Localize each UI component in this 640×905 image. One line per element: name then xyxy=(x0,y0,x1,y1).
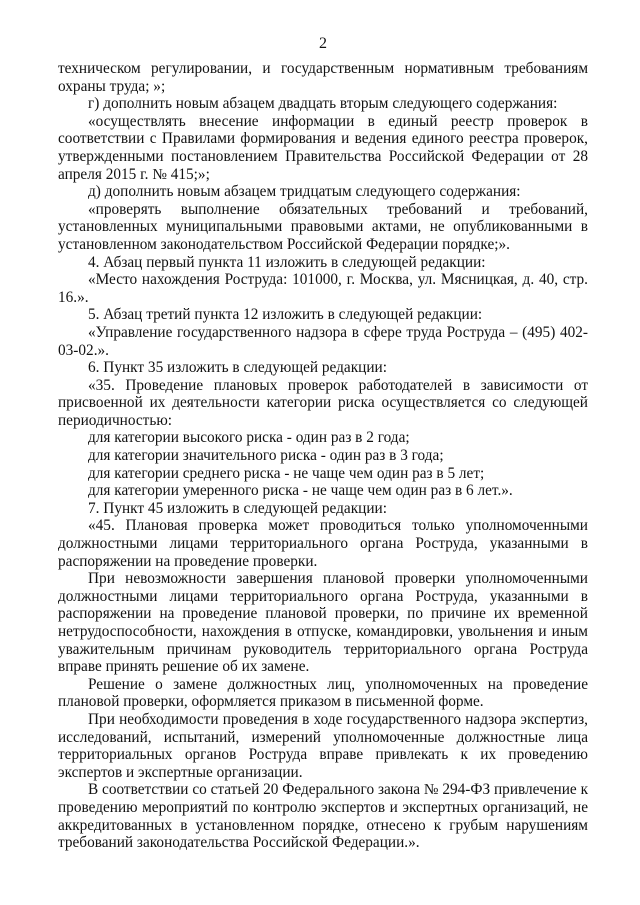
page-number: 2 xyxy=(319,35,327,52)
paragraph: «проверять выполнение обязательных требований и требований, установленных муниципальными правовыми актами, не опубликованными в установленном законодательством Российской Федерации порядке;». xyxy=(58,200,588,253)
document-body xyxy=(58,60,588,852)
paragraph: В соответствии со статьей 20 Федерального закона № 294-ФЗ привлечение к проведению мероприятий по контролю экспертов и экспертных организаций, не аккредитованных в установленном порядке, отнесено к грубым нарушениям требований законодательства Российской Федерации.». xyxy=(58,781,588,852)
paragraph: для категории умеренного риска - не чаще чем один раз в 6 лет.». xyxy=(88,482,513,500)
paragraph: д) дополнить новым абзацем тридцатым следующего содержания: xyxy=(88,183,521,201)
paragraph: «45. Плановая проверка может проводиться только уполномоченными должностными лицами территориального органа Роструда, указанными в распоряжении на проведение проверки. xyxy=(58,517,588,570)
paragraph: «35. Проведение плановых проверок работодателей в зависимости от присвоенной их деятельности категории риска осуществляется со следующей периодичностью: xyxy=(58,376,588,429)
paragraph: Решение о замене должностных лиц, уполномоченных на проведение плановой проверки, оформляется приказом в письменной форме. xyxy=(58,675,588,711)
paragraph: «осуществлять внесение информации в единый реестр проверок в соответствии с Правилами формирования и ведения единого реестра проверок, утвержденными постановлением Правительства Российской Федерации от 28 апреля 2015 г. № 415;»; xyxy=(58,112,588,183)
paragraph: для категории среднего риска - не чаще чем один раз в 5 лет; xyxy=(88,464,485,482)
paragraph: для категории высокого риска - один раз в 2 года; xyxy=(88,429,410,447)
paragraph: «Место нахождения Роструда: 101000, г. Москва, ул. Мясницкая, д. 40, стр. 16.». xyxy=(58,271,588,306)
paragraph: 4. Абзац первый пункта 11 изложить в следующей редакции: xyxy=(88,253,486,271)
paragraph: г) дополнить новым абзацем двадцать вторым следующего содержания: xyxy=(88,95,558,113)
paragraph: 7. Пункт 45 изложить в следующей редакции: xyxy=(88,499,387,517)
paragraph: При необходимости проведения в ходе государственного надзора экспертиз, исследований, испытаний, измерений уполномоченные должностные лица территориальных органов Роструда вправе привлекать к их проведению экспертов и экспертные организации. xyxy=(58,710,588,781)
paragraph: «Управление государственного надзора в сфере труда Роструда – (495) 402-03-02.». xyxy=(58,323,588,359)
paragraph: техническом регулировании, и государственным нормативным требованиям охраны труда; »; xyxy=(58,60,588,95)
paragraph: для категории значительного риска - один раз в 3 года; xyxy=(88,447,444,465)
paragraph: При невозможности завершения плановой проверки уполномоченными должностными лицами территориального органа Роструда, указанными в распоряжении на проведение плановой проверки, по причине их временной нетрудоспособности, нахождения в отпуске, командировки, увольнения и иным уважительным причинам руководитель территориального органа Роструда вправе принять решение об их замене. xyxy=(58,570,588,676)
paragraph: 6. Пункт 35 изложить в следующей редакции: xyxy=(88,359,387,377)
paragraph: 5. Абзац третий пункта 12 изложить в следующей редакции: xyxy=(88,306,483,324)
